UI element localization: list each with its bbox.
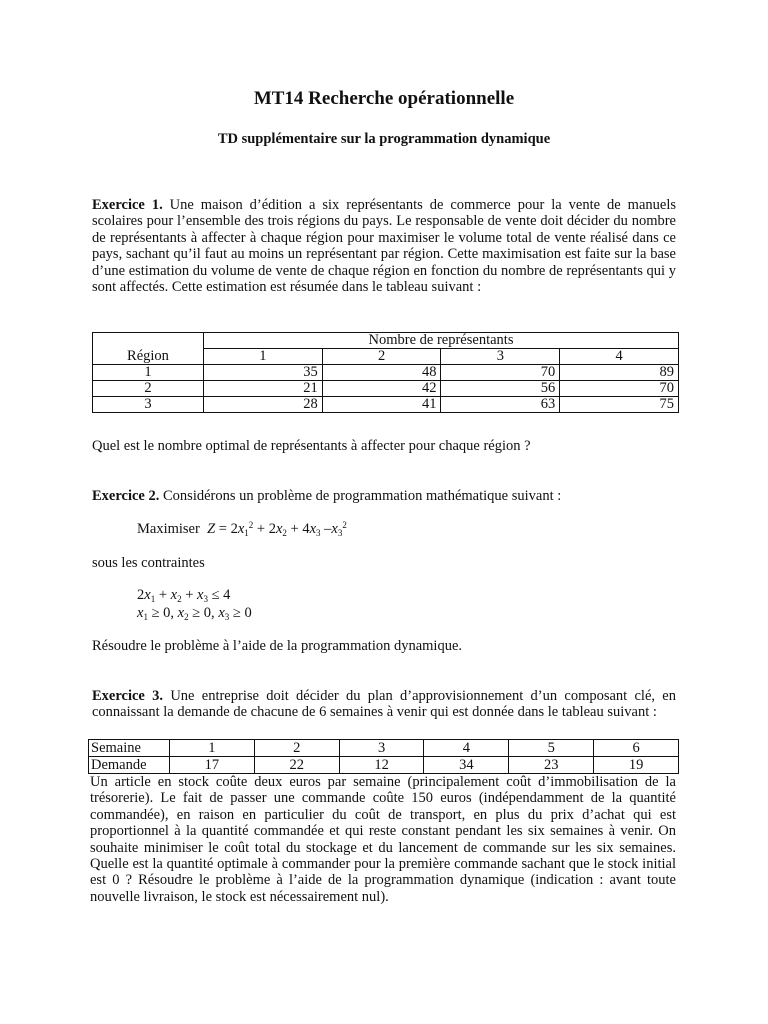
exercise-1-body: Une maison d’édition a six représentants de commerce pour la vente de manuels scolaires pour l’ensemble des trois régions du pays. Le responsable de vente doit décider du nombre de représentants à affecter à chaque région pour maximiser le volume total de vente réalisé dans ce pays, sachant qu’il faut au moins un représentant par région. Cette maximisation est faite sur la base d’une estimation du volume de vente de chaque région en fonction du nombre de représentants qui y sont affectés. Cette estimation est résumée dans le tableau suivant : <box>92 197 676 296</box>
region-cell: 2 <box>93 381 204 397</box>
table-row <box>93 397 679 413</box>
demand-cell: 17 <box>170 757 255 774</box>
col-header: 2 <box>322 349 441 365</box>
col-header: 3 <box>441 349 560 365</box>
exercise-2-solve: Résoudre le problème à l’aide de la programmation dynamique. <box>92 638 463 654</box>
demand-cell: 34 <box>424 757 509 774</box>
week-cell: 3 <box>339 740 424 757</box>
value-cell: 89 <box>560 365 679 381</box>
demand-cell: 12 <box>339 757 424 774</box>
table-row <box>93 365 679 381</box>
objective-function: Maximiser $Z = 2x_1^2 + 2x_2 + 4x_3$ $-x_3^2$ <box>137 520 347 538</box>
demand-cell: 19 <box>594 757 679 774</box>
exercise-3-label: Exercice 3. <box>92 688 164 704</box>
region-cell: 3 <box>93 397 204 413</box>
constraint-sum: $2x_1 + x_2 + x_3 \le 4$ <box>137 587 231 604</box>
representatives-group-header: Nombre de représentants <box>204 333 679 349</box>
week-label: Semaine <box>89 740 170 757</box>
constraint-nonnegativity: $x_1 \ge 0$, $x_2 \ge 0$, $x_3 \ge 0$ <box>137 605 252 622</box>
exercise-3-text: Un article en stock coûte deux euros par semaine (principalement coût d’immobilisation de la trésorerie). Le fait de passer une commande coûte 150 euros (indépendamment de la quantité commandée), en raison en particulier du coût de transport, en plus du prix d’achat qui est proportionnel à la quantité commandée et qui reste constant pendant les six semaines à venir. On souhaite minimiser le coût total du stockage et du lancement de commande sur les six semaines. Quelle est la quantité optimale à commander pour la première commande sachant que le stock initial est 0 ? Résoudre le problème à l’aide de la programmation dynamique (indication : avant toute nouvelle livraison, le stock est nécessairement nul). <box>90 774 676 905</box>
demand-table <box>88 739 679 774</box>
table-row <box>89 757 679 774</box>
region-header: Région <box>93 333 204 365</box>
col-header: 4 <box>560 349 679 365</box>
region-cell: 1 <box>93 365 204 381</box>
table-row <box>93 381 679 397</box>
value-cell: 70 <box>441 365 560 381</box>
value-cell: 63 <box>441 397 560 413</box>
exercise-2-body: Considérons un problème de programmation mathématique suivant : <box>159 488 562 504</box>
exercise-2-label: Exercice 2. <box>92 488 160 504</box>
maximize-label: Maximiser <box>137 521 200 537</box>
value-cell: 28 <box>204 397 323 413</box>
value-cell: 21 <box>204 381 323 397</box>
week-cell: 5 <box>509 740 594 757</box>
value-cell: 75 <box>560 397 679 413</box>
constraints-label: sous les contraintes <box>92 555 205 571</box>
exercise-1-question: Quel est le nombre optimal de représentants à affecter pour chaque région ? <box>92 438 531 454</box>
exercise-2-text <box>92 488 561 505</box>
table-row <box>89 740 679 757</box>
demand-cell: 22 <box>254 757 339 774</box>
week-cell: 2 <box>254 740 339 757</box>
demand-label: Demande <box>89 757 170 774</box>
week-cell: 1 <box>170 740 255 757</box>
representatives-table <box>92 332 679 413</box>
exercise-3-intro <box>92 688 676 721</box>
value-cell: 48 <box>322 365 441 381</box>
page-title: MT14 Recherche opérationnelle <box>253 88 515 109</box>
value-cell: 70 <box>560 381 679 397</box>
demand-cell: 23 <box>509 757 594 774</box>
exercise-1-label: Exercice 1. <box>92 197 163 213</box>
exercise-1-text <box>92 197 676 295</box>
col-header: 1 <box>204 349 323 365</box>
week-cell: 6 <box>594 740 679 757</box>
value-cell: 41 <box>322 397 441 413</box>
page-subtitle: TD supplémentaire sur la programmation dynamique <box>217 131 551 147</box>
value-cell: 56 <box>441 381 560 397</box>
value-cell: 42 <box>322 381 441 397</box>
exercise-3-intro-body: Une entreprise doit décider du plan d’approvisionnement d’un composant clé, en connaissant la demande de chacune de 6 semaines à venir qui est donnée dans le tableau suivant : <box>92 688 676 721</box>
value-cell: 35 <box>204 365 323 381</box>
week-cell: 4 <box>424 740 509 757</box>
